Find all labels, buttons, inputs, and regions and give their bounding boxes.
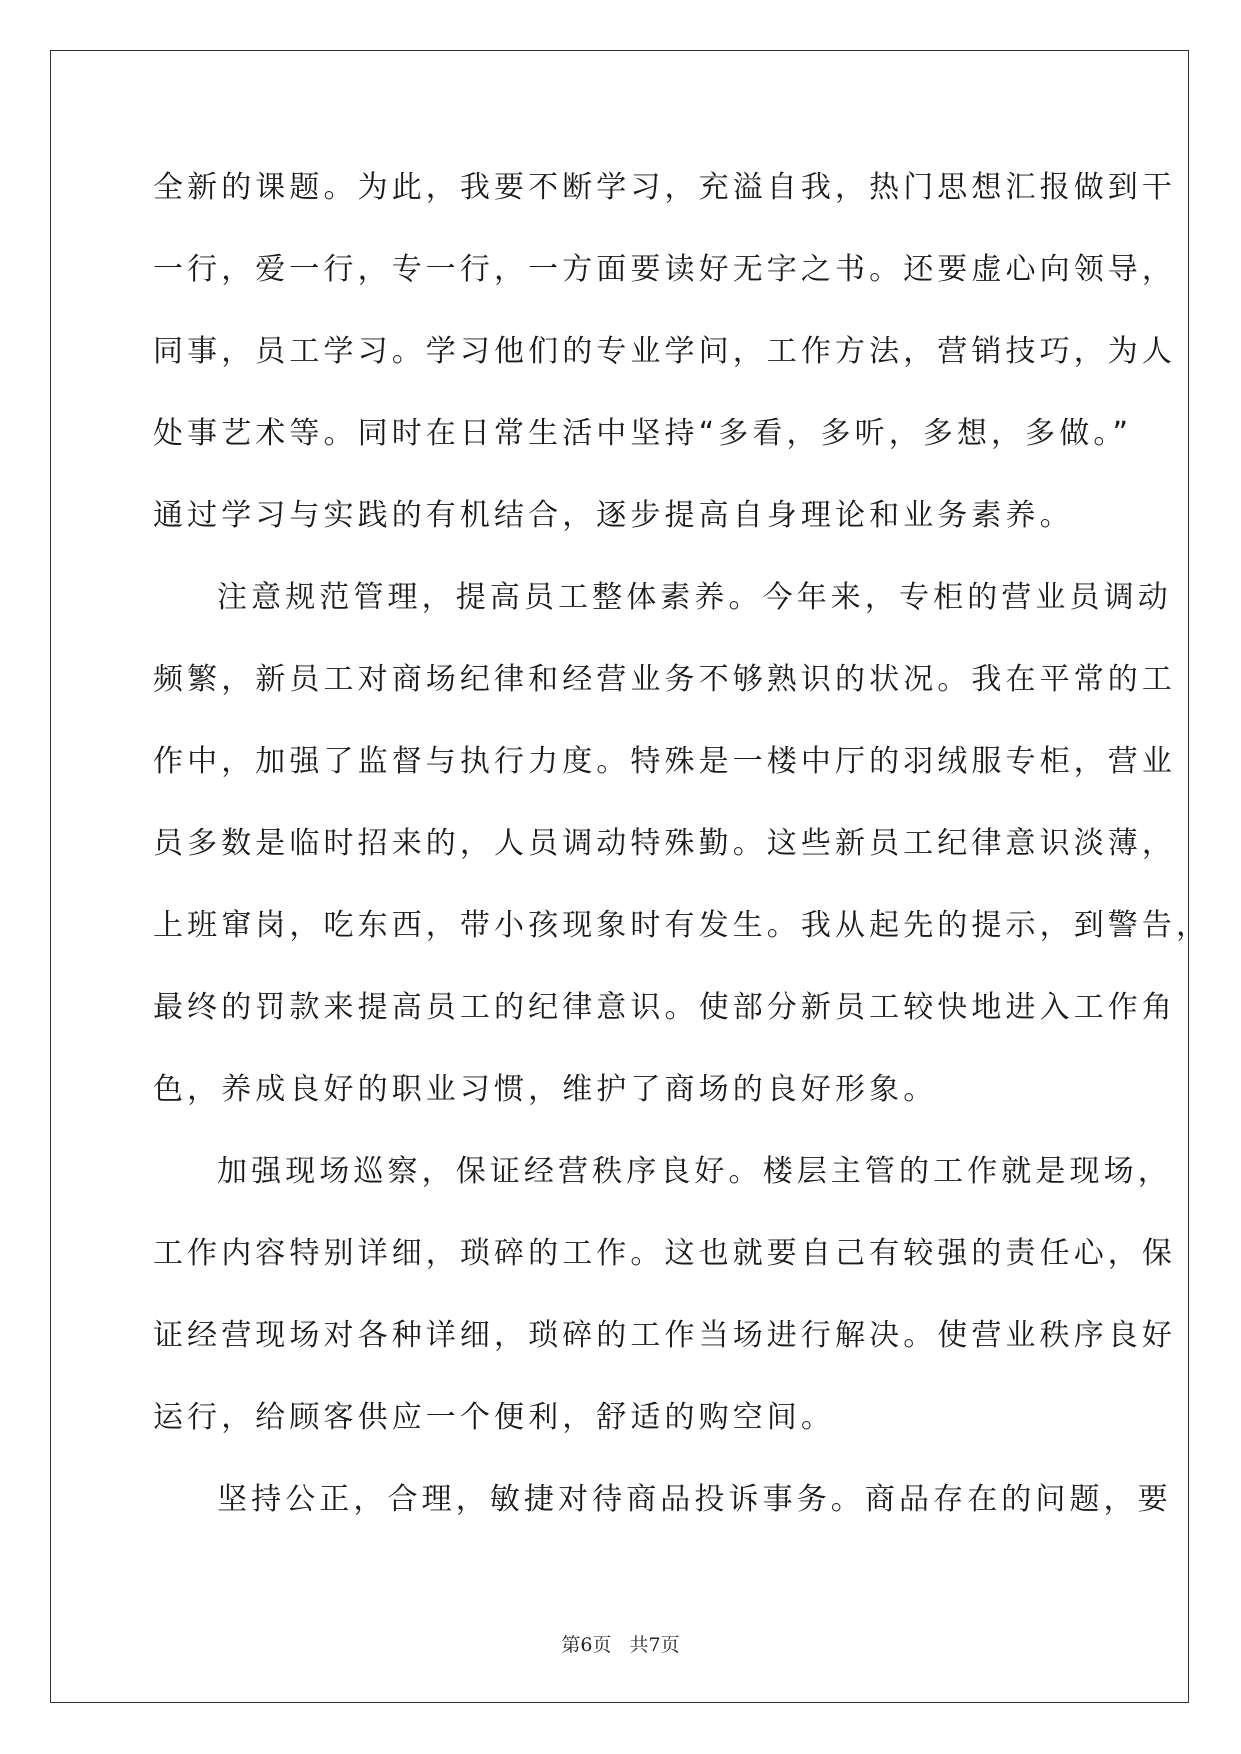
text-line: 处事艺术等。同时在日常生活中坚持“多看，多听，多想，多做。” bbox=[153, 416, 1133, 451]
page-total: 共7页 bbox=[629, 1634, 680, 1656]
text-line: 上班窜岗，吃东西，带小孩现象时有发生。我从起先的提示，到警告， bbox=[153, 908, 1211, 943]
text-line: 员多数是临时招来的，人员调动特殊勤。这些新员工纪律意识淡薄， bbox=[153, 826, 1176, 861]
paragraph-start-line: 坚持公正，合理，敏捷对待商品投诉事务。商品存在的问题，要 bbox=[217, 1482, 1172, 1517]
text-line: 色，养成良好的职业习惯，维护了商场的良好形象。 bbox=[153, 1072, 938, 1107]
text-line: 通过学习与实践的有机结合，逐步提高自身理论和业务素养。 bbox=[153, 498, 1074, 533]
text-line: 频繁，新员工对商场纪律和经营业务不够熟识的状况。我在平常的工 bbox=[153, 662, 1176, 697]
text-line: 同事，员工学习。学习他们的专业学问，工作方法，营销技巧，为人 bbox=[153, 334, 1176, 369]
page-number: 第6页 bbox=[561, 1634, 612, 1656]
text-line: 一行，爱一行，专一行，一方面要读好无字之书。还要虚心向领导， bbox=[153, 252, 1176, 287]
paragraph-start-line: 注意规范管理，提高员工整体素养。今年来，专柜的营业员调动 bbox=[217, 580, 1172, 615]
text-line: 工作内容特别详细，琐碎的工作。这也就要自己有较强的责任心，保 bbox=[153, 1236, 1176, 1271]
page-footer bbox=[0, 1630, 1241, 1657]
text-line: 最终的罚款来提高员工的纪律意识。使部分新员工较快地进入工作角 bbox=[153, 990, 1176, 1025]
text-line: 运行，给顾客供应一个便利，舒适的购空间。 bbox=[153, 1400, 835, 1435]
text-line: 作中，加强了监督与执行力度。特殊是一楼中厅的羽绒服专柜，营业 bbox=[153, 744, 1176, 779]
document-body bbox=[153, 166, 1211, 1560]
text-line: 全新的课题。为此，我要不断学习，充溢自我，热门思想汇报做到干 bbox=[153, 170, 1176, 205]
paragraph-start-line: 加强现场巡察，保证经营秩序良好。楼层主管的工作就是现场， bbox=[217, 1154, 1172, 1189]
text-line: 证经营现场对各种详细，琐碎的工作当场进行解决。使营业秩序良好 bbox=[153, 1318, 1176, 1353]
